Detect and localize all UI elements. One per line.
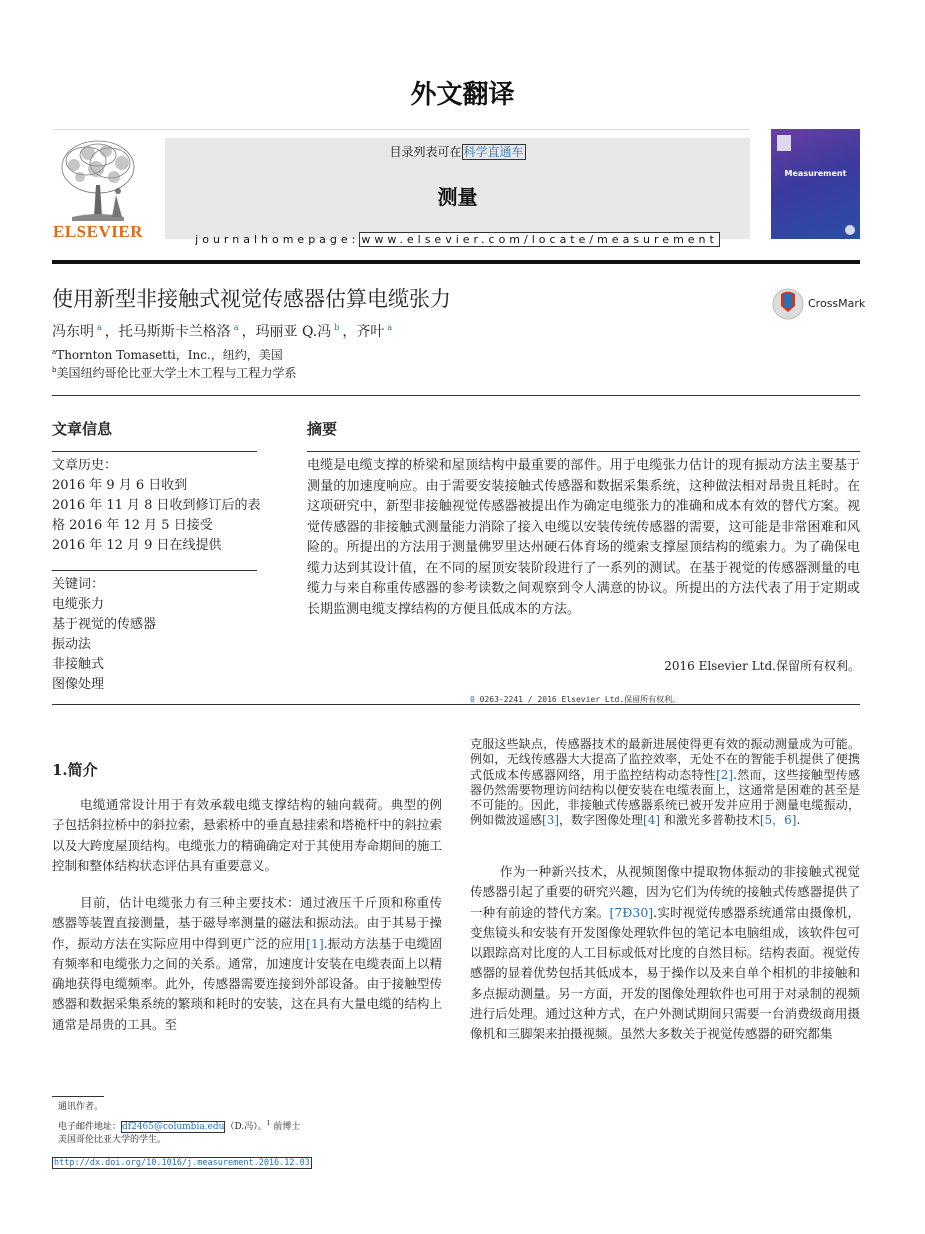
- citation-link[interactable]: [3]: [542, 813, 560, 828]
- citation-link[interactable]: [4]: [643, 813, 661, 828]
- homepage-link[interactable]: www.elsevier.com/locate/measurement: [361, 233, 718, 246]
- top-divider: [52, 129, 750, 130]
- affiliation-text: 美国纽约哥伦比亚大学土木工程与工程力学系: [56, 366, 297, 380]
- paragraph-text: .然而，这些接触型传感器仍然需要物理访问结构以便安装在电缆表面上，这通常是困难的甚至是不可能的。因此，非接触式传感器系统已被开发并应用于测量电缆振动，例如微波遥感: [470, 767, 860, 828]
- contents-line: [165, 143, 750, 160]
- keyword: 基于视觉的传感器: [52, 617, 157, 632]
- email-label: 电子邮件地址：: [58, 1122, 122, 1132]
- keyword: 非接触式: [52, 657, 105, 672]
- doi-link[interactable]: http://dx.doi.org/10.1016/j.measurement.2016.12.03: [54, 1158, 310, 1168]
- paragraph-text: ，数字图像处理: [559, 813, 644, 828]
- issn-text: 0263-2241 / 2016 Elsevier Ltd.保留所有权利。: [474, 695, 681, 704]
- divider: [52, 451, 257, 452]
- keyword: 电缆张力: [52, 597, 105, 612]
- banner-title: 外文翻译: [410, 80, 515, 110]
- author-affiliation-mark[interactable]: a: [387, 323, 393, 333]
- footnote-mark: 1: [266, 1120, 271, 1127]
- keyword: 振动法: [52, 637, 92, 652]
- author-separator: ，: [241, 324, 256, 340]
- keywords-label: 关键词：: [52, 577, 105, 592]
- citation-link[interactable]: [5，6]: [759, 813, 797, 828]
- corresponding-author-note: 通讯作者。: [58, 1102, 104, 1112]
- journal-cover-image: [771, 129, 860, 239]
- email-suffix: （D.冯）。: [225, 1122, 267, 1132]
- history-item: 2016 年 9 月 6 日收到: [52, 478, 188, 493]
- article-info-heading: 文章信息: [52, 420, 113, 438]
- article-title: 使用新型非接触式视觉传感器估算电缆张力: [52, 287, 451, 311]
- keyword: 图像处理: [52, 677, 105, 692]
- cover-badge-icon: [845, 225, 855, 235]
- publisher-name: ELSEVIER: [53, 222, 143, 241]
- footnote-divider: [52, 1096, 104, 1097]
- citation-link[interactable]: [1]: [306, 935, 324, 951]
- history-item: 2016 年 11 月 8 日收到修订后的表格 2016 年 12 月 5 日接受: [52, 498, 261, 533]
- contents-prefix: 目录列表可在: [389, 145, 462, 159]
- issn-prefix[interactable]: 0: [470, 695, 475, 704]
- copyright-notice: 2016 Elsevier Ltd.保留所有权利。: [664, 659, 860, 673]
- journal-header-box: [165, 138, 750, 246]
- affiliation-mark: b: [52, 366, 57, 374]
- abstract-heading: 摘要: [307, 420, 338, 438]
- sciencedirect-link[interactable]: 科学直通车: [463, 145, 524, 159]
- affiliation-b: [52, 364, 297, 381]
- paragraph-text: 作为一种新兴技术，从视频图像中提取物体振动的非接触式视觉传感器引起了重要的研究兴趣，因为它们为传统的接触式传感器提供了一种有前途的替代方案。: [470, 864, 860, 920]
- citation-link[interactable]: [2]: [716, 767, 734, 782]
- author-affiliation-mark[interactable]: a: [233, 323, 239, 333]
- author-affiliation-mark[interactable]: b: [334, 323, 340, 333]
- homepage-line: [165, 233, 750, 246]
- header-thick-rule: [52, 260, 860, 264]
- author-separator: ，: [104, 324, 119, 340]
- author-name: 冯东明: [52, 324, 94, 340]
- email-link[interactable]: df2465@columbia.edu: [122, 1122, 225, 1132]
- affiliation-mark: a: [52, 348, 57, 356]
- homepage-prefix: journalhomepage:: [195, 233, 360, 246]
- email-note: [58, 1117, 308, 1147]
- crossmark-icon[interactable]: [772, 288, 806, 320]
- author-name: 玛丽亚 Q.冯: [255, 324, 332, 340]
- affiliation-a: [52, 346, 283, 363]
- paragraph-text: 和激光多普勒技术: [660, 813, 760, 828]
- crossmark-label: CrossMark: [808, 297, 866, 310]
- author-name: 托马斯斯卡兰格洛: [118, 324, 231, 340]
- paragraph-text: .: [796, 813, 801, 828]
- history-label: 文章历史：: [52, 458, 118, 473]
- abstract-text: 电缆是电缆支撑的桥梁和屋顶结构中最重要的部件。用于电缆张力估计的现有振动方法主要基于测量的加速度响应。由于需要安装接触式传感器和数据采集系统，这种做法相对昂贵且耗时。在这项研究中，新型非接触视觉传感器被提出作为确定电缆张力的准确和成本有效的替代方案。视觉传感器的非接触式测量能力消除了接入电缆以安装传统传感器的需要，这可能是非常困难和风险的。所提出的方法用于测量佛罗里达州硬石体育场的缆索支撑屋顶结构的缆索力。为了确保电缆力达到其设计值，在不同的屋顶安装阶段进行了一系列的测试。在基于视觉的传感器测量的电缆力与来自称重传感器的参考读数之间观察到令人满意的协议。所提出的方法代表了用于定期或长期监测电缆支撑结构的方便且低成本的方法。: [307, 458, 860, 617]
- divider: [52, 395, 860, 396]
- divider: [307, 451, 860, 452]
- article-history: [52, 456, 262, 556]
- body-paragraph: [470, 862, 860, 1045]
- citation-link[interactable]: [7Ð30]: [609, 904, 654, 920]
- journal-name: 测量: [437, 185, 478, 209]
- section-heading: 1.简介: [52, 761, 98, 779]
- paragraph-text: .实时视觉传感器系统通常由摄像机，变焦镜头和安装有开发图像处理软件包的笔记本电脑组成，该软件包可以跟踪高对比度的人工目标或低对比度的自然目标。结构表面。视觉传感器的显着优势包括其低成本，易于操作以及来自单个相机的非接触和多点振动测量。另一方面，开发的图像处理软件也可用于对录制的视频进行后处理。通过这种方式，在户外测试期间只需要一台消费级商用摄像机和三脚架来拍摄视频。虽然大多数关于视觉传感器的研究都集: [470, 904, 860, 1042]
- history-item: 2016 年 12 月 9 日在线提供: [52, 538, 222, 553]
- cover-logo-icon: [777, 135, 791, 151]
- body-paragraph: 电缆通常设计用于有效承载电缆支撑结构的轴向载荷。典型的例子包括斜拉桥中的斜拉索，悬索桥中的垂直悬挂索和塔桅杆中的斜拉索以及大跨度屋顶结构。电缆张力的精确确定对于其使用寿命期间的施工控制和整体结构状态评估具有重要意义。: [52, 797, 442, 873]
- paragraph-text: 目前，估计电缆张力有三种主要技术：通过液压千斤顶和称重传感器等装置直接测量，基于磁导率测量的磁法和振动法。由于其易于操作，振动方法在实际应用中得到更广泛的应用: [52, 895, 442, 951]
- cover-title: Measurement: [784, 169, 847, 178]
- author-affiliation-mark[interactable]: a: [97, 323, 102, 333]
- body-paragraph: [470, 737, 860, 829]
- author-separator: ，: [342, 324, 357, 340]
- paragraph-text: .振动方法基于电缆固有频率和电缆张力之间的关系。通常，加速度计安装在电缆表面上以精确地获得电缆频率。此外，传感器需要连接到外部设备。由于接触型传感器和数据采集系统的繁琐和耗时的安装，这在具有大量电缆的结构上通常是昂贵的工具。至: [52, 935, 442, 1032]
- footnote-text: 前博士美国哥伦比亚大学的学生。: [58, 1122, 301, 1145]
- affiliation-text: Thornton Tomasetti，Inc.，纽约，美国: [56, 348, 283, 362]
- paragraph-text: 克服这些缺点，传感器技术的最新进展使得更有效的振动测量成为可能。例如，无线传感器大大提高了监控效率，无处不在的智能手机提供了便携式低成本传感器网络，用于监控结构动态特性: [470, 737, 860, 782]
- author-name: 齐叶: [356, 324, 385, 340]
- divider: [52, 570, 257, 571]
- body-paragraph: [52, 893, 442, 1035]
- author-list: [52, 321, 395, 341]
- keywords: [52, 575, 262, 695]
- divider: [52, 704, 860, 705]
